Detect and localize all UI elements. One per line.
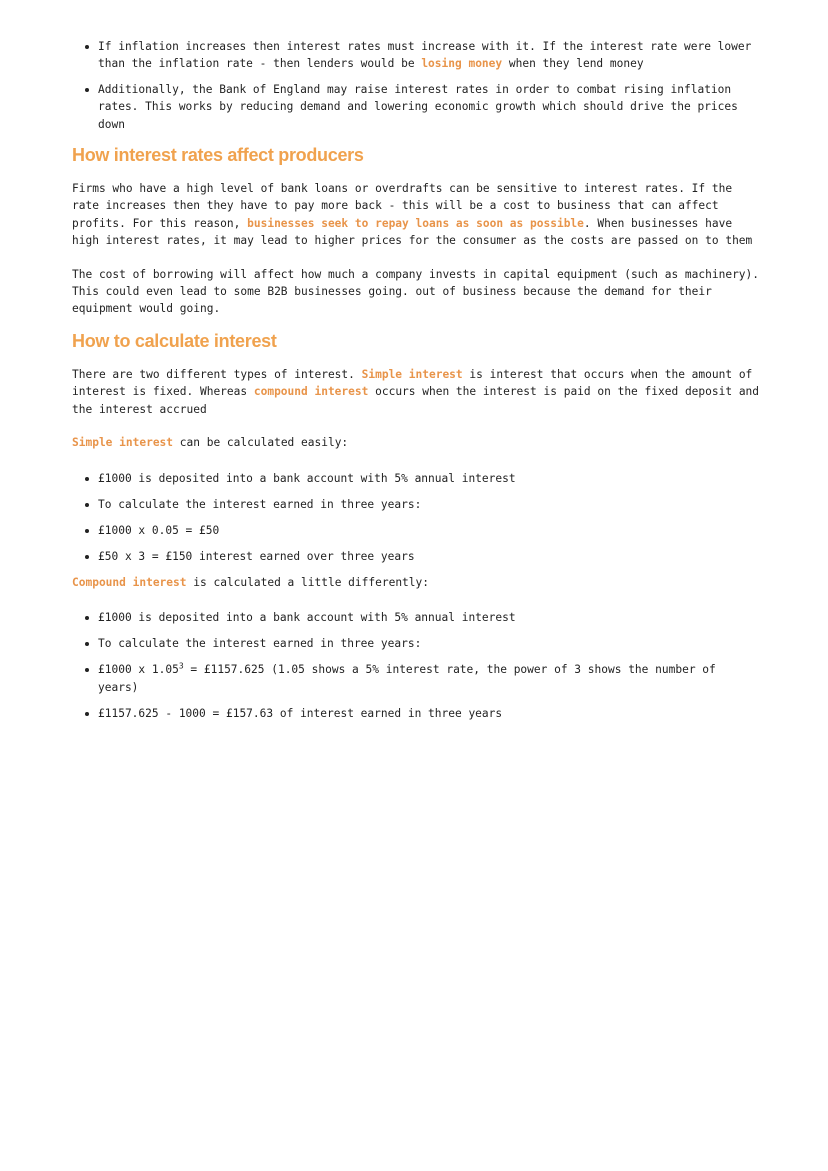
paragraph-borrowing-cost: The cost of borrowing will affect how much a company invests in capital equipment (such as machinery). This could even lead to some B2B businesses going. out of business because the demand for their equipment would going. [72,267,760,316]
paragraph-text: is interest that occurs when the amount of interest is fixed. Whereas [72,367,753,399]
highlight-compound-interest-label: Compound interest [72,575,187,589]
formula-exponent: 3 [178,661,184,671]
heading-producers: How interest rates affect producers [72,145,364,166]
list-item: To calculate the interest earned in three years: [98,635,762,652]
paragraph-text: Firms who have a high level of bank loans or overdrafts can be sensitive to interest rates. If the rate increases then they have to pay more back - this will be a cost to business that can affect profits. For this reason, [72,182,733,230]
paragraph-text: . When businesses have high interest rates, it may lead to higher prices for the consumer as the costs are passed on to them [72,216,753,248]
list-item [98,38,762,73]
paragraph-simple-intro [72,434,762,451]
bullet-text: If inflation increases then interest rates must increase with it. If the interest rate were lower than the inflation rate - then lenders would be [98,40,752,71]
formula-base: £1000 x 1.05 [98,663,179,677]
list-item [98,661,762,696]
list-item: £1000 x 0.05 = £50 [98,522,762,539]
document-page [72,38,762,731]
list-item: £1000 is deposited into a bank account with 5% annual interest [98,470,762,487]
highlight-repay-loans: businesses seek to repay loans as soon as possible [247,216,584,230]
paragraph-text: can be calculated easily: [173,436,349,450]
bullet-text: when they lend money [502,57,644,71]
highlight-simple-interest: Simple interest [361,367,463,381]
list-item [98,81,762,133]
highlight-losing-money: losing money [421,57,503,71]
simple-interest-steps [72,470,762,565]
list-item: £50 x 3 = £150 interest earned over three years [98,548,762,565]
compound-interest-steps [72,609,762,722]
paragraph-text: occurs when the interest is paid on the fixed deposit and the interest accrued [72,385,760,416]
list-item: £1157.625 - 1000 = £157.63 of interest earned in three years [98,705,762,722]
heading-calculate-interest: How to calculate interest [72,330,277,351]
paragraph-compound-intro [72,574,762,591]
bullet-text: Additionally, the Bank of England may raise interest rates in order to combat rising inflation rates. This works by reducing demand and lowering economic growth which should drive the prices down [98,82,738,131]
list-item: £1000 is deposited into a bank account with 5% annual interest [98,609,762,626]
list-item: To calculate the interest earned in three years: [98,496,762,513]
formula-rest: = £1157.625 (1.05 shows a 5% interest rate, the power of 3 shows the number of years) [98,663,716,694]
inflation-bullet-list [72,38,762,133]
paragraph-text: There are two different types of interest. [72,367,362,381]
highlight-compound-interest: compound interest [253,385,369,399]
paragraph-interest-types [72,366,762,418]
paragraph-text: is calculated a little differently: [186,575,429,589]
paragraph-producers-loans [72,180,762,250]
highlight-simple-interest-label: Simple interest [72,436,174,450]
